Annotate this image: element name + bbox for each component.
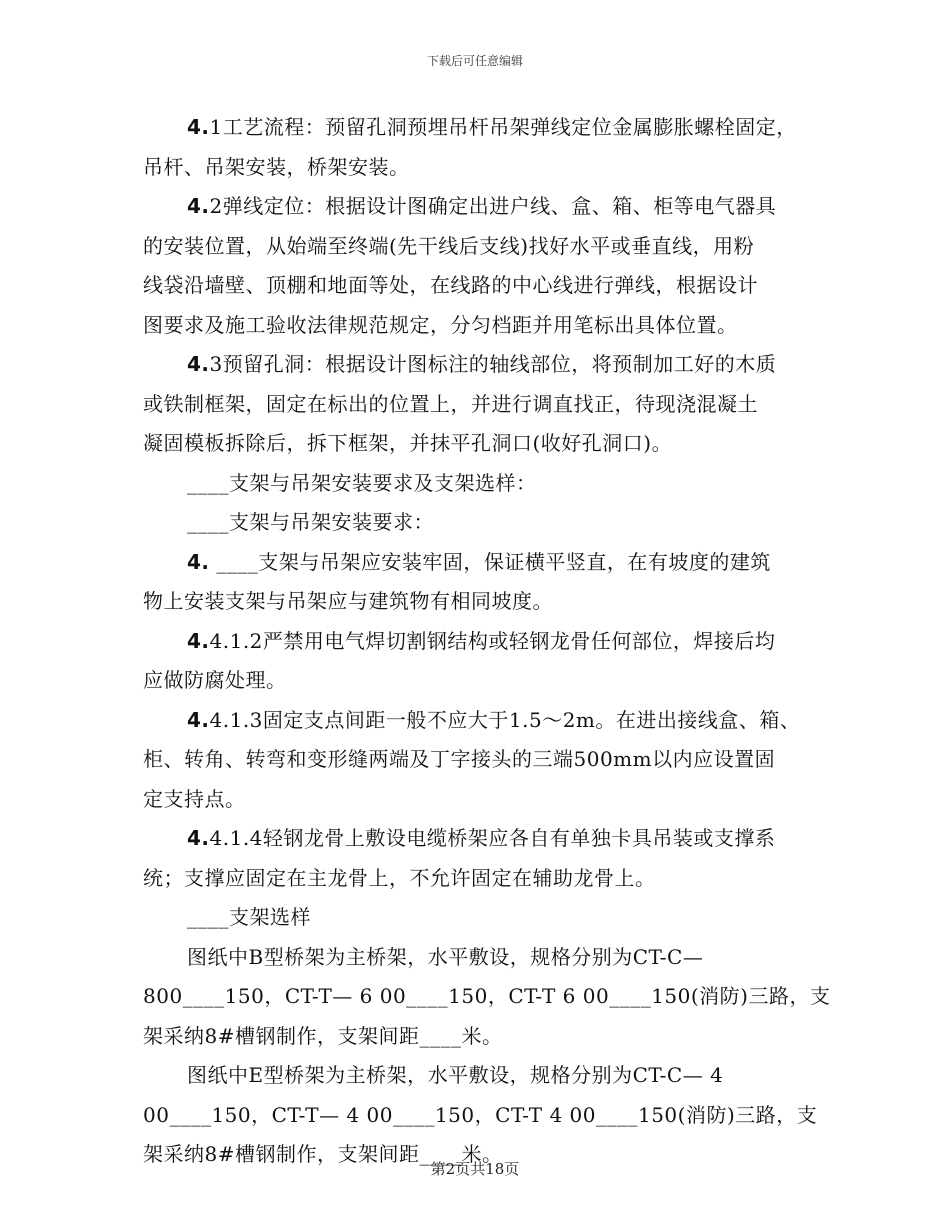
- line-text: 00____150，CT-T— 4 00____150，CT-T 4 00____150(消防)三路，支: [143, 1102, 818, 1127]
- paragraph-line: [143, 1096, 823, 1136]
- line-text: 或铁制框架，固定在标出的位置上，并进行调直找正，待现浇混凝土: [143, 391, 758, 416]
- line-text: 3预留孔洞：根据设计图标注的轴线部位，将预制加工好的木质: [209, 352, 777, 376]
- line-text: 吊杆、吊架安装，桥架安装。: [143, 154, 410, 179]
- paragraph-line: [143, 148, 823, 188]
- paragraph-line: [143, 701, 823, 741]
- paragraph-line: [143, 898, 823, 938]
- section-number: 4.: [187, 352, 210, 376]
- section-number: 4.: [187, 826, 210, 850]
- paragraph-line: [143, 543, 823, 583]
- section-number: 4.: [187, 549, 210, 574]
- paragraph-line: [143, 938, 823, 978]
- paragraph-line: [143, 819, 823, 859]
- paragraph-line: [143, 859, 823, 899]
- section-number: 4.: [187, 115, 210, 139]
- line-text: 架采纳8#槽钢制作，支架间距____米。: [143, 1142, 503, 1166]
- paragraph-line: [143, 108, 823, 148]
- line-text: 凝固模板拆除后，拆下框架，并抹平孔洞口(收好孔洞口)。: [143, 431, 673, 455]
- paragraph-line: [143, 385, 823, 425]
- section-number: 4.: [187, 628, 210, 653]
- paragraph-line: [143, 424, 823, 464]
- line-text: 图纸中B型桥架为主桥架，水平敷设，规格分别为CT-C—: [187, 944, 704, 969]
- line-text: 4.1.2严禁用电气焊切割钢结构或轻钢龙骨任何部位，焊接后均: [209, 628, 776, 653]
- paragraph-line: [143, 464, 823, 504]
- line-text: 应做防腐处理。: [143, 668, 287, 692]
- line-text: ____支架选样: [187, 905, 311, 929]
- paragraph-line: [143, 306, 823, 346]
- line-text: 物上安装支架与吊架应与建筑物有相同坡度。: [143, 589, 553, 613]
- paragraph-line: [143, 1056, 823, 1096]
- paragraph-line: [143, 582, 823, 622]
- line-text: 2弹线定位：根据设计图确定出进户线、盒、箱、柜等电气器具: [209, 194, 777, 218]
- paragraph-line: [143, 622, 823, 662]
- line-text: 线袋沿墙壁、顶棚和地面等处，在线路的中心线进行弹线，根据设计: [143, 273, 758, 297]
- line-text: 统；支撑应固定在主龙骨上，不允许固定在辅助龙骨上。: [143, 865, 656, 890]
- paragraph-line: [143, 780, 823, 820]
- paragraph-line: [143, 1017, 823, 1057]
- paragraph-line: [143, 227, 823, 267]
- line-text: 架采纳8#槽钢制作，支架间距____米。: [143, 1023, 503, 1048]
- paragraph-line: [143, 345, 823, 385]
- line-text: 图要求及施工验收法律规范规定，分匀档距并用笔标出具体位置。: [143, 312, 738, 337]
- line-text: 的安装位置，从始端至终端(先干线后支线)找好水平或垂直线，用粉: [143, 233, 755, 258]
- paragraph-line: [143, 266, 823, 306]
- document-body: [143, 108, 831, 1175]
- line-text: ____支架与吊架安装要求：: [187, 510, 434, 534]
- line-text: 4.1.3固定支点间距一般不应大于1.5～2m。在进出接线盒、箱、: [209, 707, 801, 732]
- line-text: 图纸中E型桥架为主桥架，水平敷设，规格分别为CT-C— 4: [187, 1063, 724, 1087]
- line-text: 1工艺流程：预留孔洞预埋吊杆吊架弹线定位金属膨胀螺栓固定，: [209, 115, 797, 139]
- line-text: 800____150，CT-T— 6 00____150，CT-T 6 00____150(消防)三路，支: [143, 984, 831, 1008]
- paragraph-line: [143, 187, 823, 227]
- line-text: ____支架与吊架应安装牢固，保证横平竖直，在有坡度的建筑: [209, 549, 771, 574]
- line-text: 定支持点。: [143, 786, 246, 811]
- section-number: 4.: [187, 194, 210, 218]
- page-footer: 第2页共18页: [430, 1160, 520, 1178]
- paragraph-line: [143, 661, 823, 701]
- line-text: 4.1.4轻钢龙骨上敷设电缆桥架应各自有单独卡具吊装或支撑系: [209, 826, 776, 850]
- paragraph-line: [143, 740, 823, 780]
- page-header: 下载后可任意编辑: [426, 54, 523, 68]
- line-text: ____支架与吊架安装要求及支架选样：: [187, 470, 537, 495]
- paragraph-line: [143, 503, 823, 543]
- line-text: 柜、转角、转弯和变形缝两端及丁字接头的三端500mm以内应设置固: [143, 747, 776, 771]
- section-number: 4.: [187, 707, 210, 732]
- paragraph-line: [143, 977, 831, 1017]
